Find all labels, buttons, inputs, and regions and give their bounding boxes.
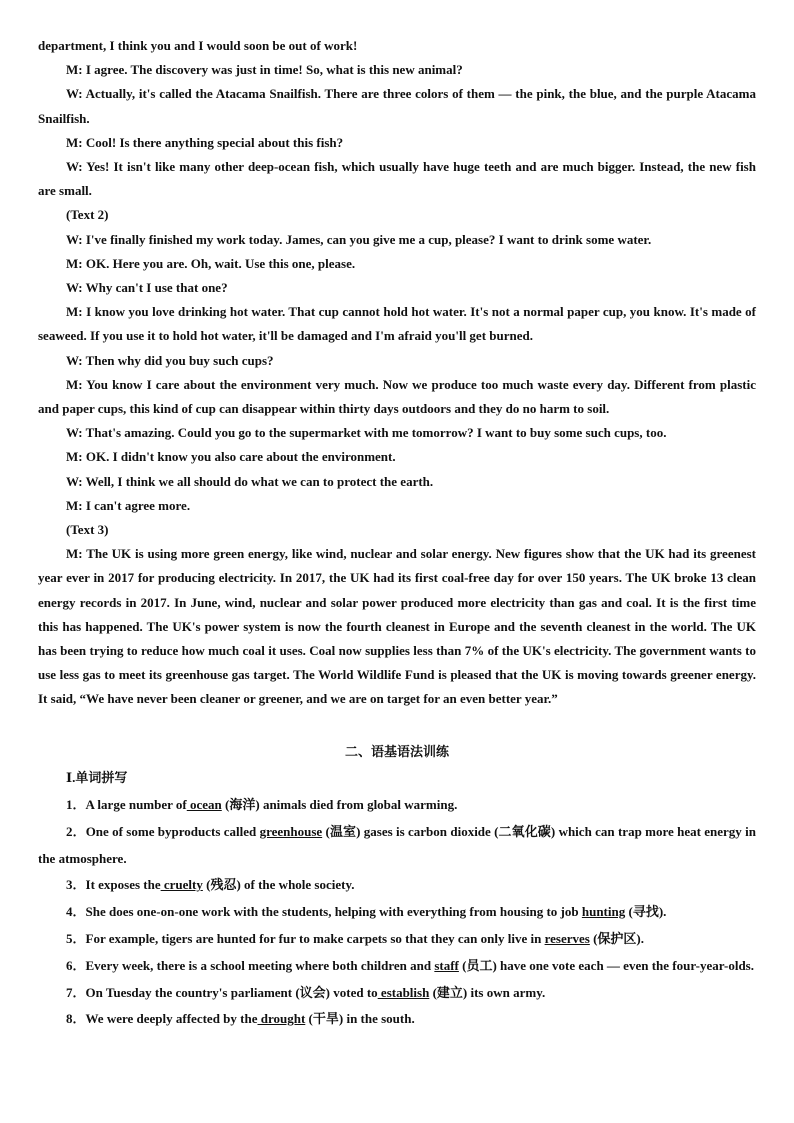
- exercise-item: [38, 872, 756, 899]
- transcript-line: [38, 470, 756, 494]
- speaker-label: W:: [66, 86, 86, 102]
- speaker-label: M:: [66, 376, 87, 392]
- word-spelling-list: [38, 792, 756, 1033]
- item-number: 1．: [66, 797, 86, 813]
- answer-blank: reserves: [544, 931, 590, 947]
- transcript-line: [38, 34, 756, 58]
- speaker-label: W:: [66, 425, 86, 441]
- item-text: It exposes the: [85, 877, 161, 893]
- item-text: (温室) gases is carbon dioxide (二氧化碳) which can trap more heat energy in the atmosphere.: [38, 823, 756, 866]
- item-text: She does one-on-one work with the students, helping with everything from housing to job: [85, 904, 582, 920]
- line-text: I've finally finished my work today. James, can you give me a cup, please? I want to drink some water.: [85, 231, 652, 247]
- speaker-label: M:: [66, 62, 86, 78]
- line-text: Then why did you buy such cups?: [85, 352, 274, 368]
- line-text: Cool! Is there anything special about this fish?: [85, 134, 344, 150]
- line-text: You know I care about the environment very much. Now we produce too much waste every day. Different from plastic and paper cups, this kind of cup can disappear within thirty days outdoors and they do no harm to soil.: [38, 376, 756, 417]
- speaker-label: M:: [66, 449, 86, 465]
- speaker-label: M:: [66, 134, 86, 150]
- exercise-item: [38, 926, 756, 953]
- exercise-item: [38, 1006, 756, 1033]
- item-text: (员工) have one vote each — even the four-year-olds.: [458, 957, 754, 973]
- exercise-item: [38, 792, 756, 819]
- item-text: (寻找).: [625, 904, 667, 920]
- transcript-line: [38, 349, 756, 373]
- exercise-item: [38, 899, 756, 926]
- answer-blank: greenhouse: [259, 823, 323, 839]
- transcript-line: [38, 494, 756, 518]
- speaker-label: W:: [66, 231, 86, 247]
- transcript-line: [38, 542, 756, 711]
- transcript-line: [38, 300, 756, 348]
- line-text: (Text 3): [66, 522, 109, 538]
- exercise-item: [38, 953, 756, 980]
- transcript-line: [38, 252, 756, 276]
- answer-blank: staff: [434, 957, 459, 973]
- item-text: (海洋) animals died from global warming.: [221, 797, 458, 813]
- line-text: That's amazing. Could you go to the supermarket with me tomorrow? I want to buy some such cups, too.: [85, 425, 667, 441]
- speaker-label: M:: [66, 546, 87, 562]
- section-subtitle: Ⅰ.单词拼写: [66, 769, 128, 785]
- transcript-line: [38, 421, 756, 445]
- transcript-line: [38, 155, 756, 203]
- line-text: Well, I think we all should do what we can to protect the earth.: [85, 473, 434, 489]
- speaker-label: M:: [66, 497, 86, 513]
- item-text: (建立) its own army.: [429, 984, 546, 1000]
- speaker-label: W:: [66, 352, 86, 368]
- item-text: Every week, there is a school meeting where both children and: [85, 957, 435, 973]
- line-text: OK. Here you are. Oh, wait. Use this one, please.: [85, 255, 356, 271]
- item-text: (保护区).: [589, 931, 644, 947]
- exercise-item: [38, 819, 756, 873]
- answer-blank: cruelty: [160, 877, 203, 893]
- answer-blank: establish: [377, 984, 430, 1000]
- transcript-line: [38, 276, 756, 300]
- item-text: On Tuesday the country's parliament (议会) voted to: [85, 984, 378, 1000]
- item-number: 7．: [66, 984, 86, 1000]
- transcript-line: [38, 228, 756, 252]
- item-text: A large number of: [85, 797, 187, 813]
- line-text: I agree. The discovery was just in time! So, what is this new animal?: [85, 62, 463, 78]
- item-text: (干旱) in the south.: [305, 1011, 415, 1027]
- document-page: [38, 34, 756, 1033]
- speaker-label: M:: [66, 255, 86, 271]
- item-text: One of some byproducts called: [85, 823, 260, 839]
- speaker-label: M:: [66, 304, 87, 320]
- line-text: I can't agree more.: [85, 497, 191, 513]
- item-number: 8．: [66, 1011, 86, 1027]
- exercise-item: [38, 980, 756, 1007]
- item-text: (残忍) of the whole society.: [202, 877, 355, 893]
- line-text: (Text 2): [66, 207, 109, 223]
- speaker-label: W:: [66, 473, 86, 489]
- item-number: 6．: [66, 957, 86, 973]
- answer-blank: hunting: [581, 904, 626, 920]
- item-text: We were deeply affected by the: [85, 1011, 258, 1027]
- transcript-line: [38, 131, 756, 155]
- line-text: I know you love drinking hot water. That cup cannot hold hot water. It's not a normal paper cup, you know. It's made of seaweed. If you use it to hold hot water, it'll be damaged and I'm afraid you'll get burned.: [38, 304, 756, 344]
- speaker-label: W:: [66, 159, 87, 175]
- line-text: Why can't I use that one?: [85, 280, 228, 296]
- transcript-line: [38, 203, 756, 227]
- answer-blank: ocean: [186, 797, 222, 813]
- item-number: 3．: [66, 877, 86, 893]
- item-text: For example, tigers are hunted for fur to make carpets so that they can only live in: [85, 931, 545, 947]
- speaker-label: W:: [66, 280, 86, 296]
- transcript-line: [38, 58, 756, 82]
- line-text: Actually, it's called the Atacama Snailfish. There are three colors of them — the pink, the blue, and the purple Atacama Snailfish.: [38, 86, 756, 126]
- item-number: 5．: [66, 931, 86, 947]
- listening-transcript: [38, 34, 756, 712]
- transcript-line: [38, 518, 756, 542]
- transcript-line: [38, 373, 756, 421]
- transcript-line: [38, 445, 756, 469]
- answer-blank: drought: [257, 1011, 306, 1027]
- transcript-line: [38, 82, 756, 130]
- line-text: Yes! It isn't like many other deep-ocean fish, which usually have huge teeth and are much bigger. Instead, the new fish are small.: [38, 159, 756, 199]
- item-number: 2．: [66, 823, 86, 839]
- section-title: 二、语基语法训练: [344, 743, 449, 759]
- line-text: The UK is using more green energy, like wind, nuclear and solar energy. New figures show that the UK had its greenest year ever in 2017 for producing electricity. In 2017, the UK had its first coal-free day for over 150 years. The UK broke 13 clean energy records in 2017. In June, wind, nuclear and solar power produced more electricity than gas and coal. It is the first time this has happened. The UK's power system is now the fourth cleanest in Europe and the seventh cleanest in the world. The UK has been trying to reduce how much coal it uses. Coal now supplies less than 7% of the UK's electricity. The government wants to use less gas to meet its greenhouse gas target. The World Wildlife Fund is pleased that the UK is moving towards greener energy. It said, “We have never been cleaner or greener, and we are on target for an even better year.”: [38, 546, 756, 707]
- item-number: 4．: [66, 904, 86, 920]
- line-text: OK. I didn't know you also care about the environment.: [85, 449, 396, 465]
- line-text: department, I think you and I would soon be out of work!: [38, 38, 358, 53]
